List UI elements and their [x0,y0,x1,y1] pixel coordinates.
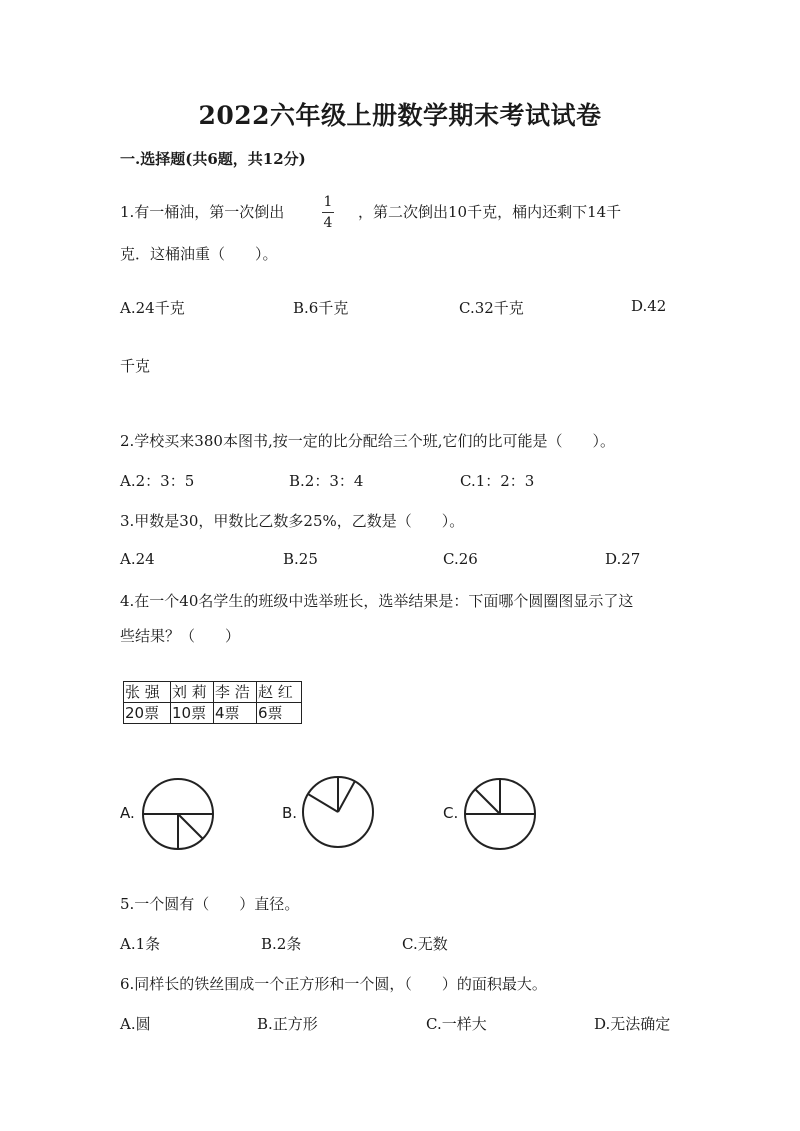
pie-chart-c [462,776,538,852]
table-cell: 6票 [257,703,302,724]
table-cell: 李 浩 [214,682,257,703]
q3-option-a: A.24 [120,550,155,568]
table-cell: 刘 莉 [171,682,214,703]
question-4-text-line1: 4.在一个40名学生的班级中选举班长，选举结果是：下面哪个圆圈图显示了这 [120,592,634,610]
fraction-numerator: 1 [323,194,333,210]
fraction-one-quarter [322,194,334,231]
q5-option-a: A.1条 [120,935,161,953]
vote-results-table [123,681,302,724]
q6-option-b: B.正方形 [257,1015,318,1033]
question-1-text-part2: ，第二次倒出10千克，桶内还剩下14千 [358,203,622,221]
pie-chart-b [300,774,376,850]
table-cell: 张 强 [124,682,171,703]
q3-option-b: B.25 [283,550,318,568]
q6-option-a: A.圆 [120,1015,151,1033]
question-3-text: 3.甲数是30，甲数比乙数多25%，乙数是（ ）。 [120,512,465,530]
q1-option-d-wrap: 千克 [120,357,151,375]
question-6-text: 6.同样长的铁丝围成一个正方形和一个圆，（ ）的面积最大。 [120,975,547,993]
pie-option-b-label: B. [282,804,298,822]
question-5-text: 5.一个圆有（ ）直径。 [120,895,300,913]
question-1-text-line2: 克．这桶油重（ ）。 [120,245,278,263]
q1-option-a: A.24千克 [120,299,185,317]
q1-option-c: C.32千克 [459,299,524,317]
question-4-text-line2: 些结果？（ ） [120,627,241,645]
table-cell: 10票 [171,703,214,724]
fraction-denominator: 4 [323,215,333,231]
table-cell: 4票 [214,703,257,724]
q6-option-d: D.无法确定 [594,1015,671,1033]
page-title: 2022六年级上册数学期末考试试卷 [198,101,602,130]
q1-option-b: B.6千克 [293,299,349,317]
fraction-bar [322,212,334,213]
q5-option-c: C.无数 [402,935,448,953]
table-row [124,682,302,703]
pie-chart-a [140,776,216,852]
q2-option-b: B.2：3：4 [289,472,364,490]
q2-option-a: A.2：3：5 [120,472,195,490]
question-1-text-part1: 1.有一桶油，第一次倒出 [120,203,285,221]
q3-option-c: C.26 [443,550,478,568]
pie-option-c-label: C. [443,804,459,822]
q5-option-b: B.2条 [261,935,302,953]
q3-option-d: D.27 [605,550,641,568]
q1-option-d: D.42 [631,297,667,315]
q6-option-c: C.一样大 [426,1015,487,1033]
q2-option-c: C.1：2：3 [460,472,535,490]
question-2-text: 2.学校买来380本图书,按一定的比分配给三个班,它们的比可能是（ ）。 [120,432,615,450]
table-cell: 赵 红 [257,682,302,703]
table-cell: 20票 [124,703,171,724]
table-row [124,703,302,724]
pie-option-a-label: A. [120,804,135,822]
section-heading: 一.选择题(共6题，共12分) [120,150,306,168]
